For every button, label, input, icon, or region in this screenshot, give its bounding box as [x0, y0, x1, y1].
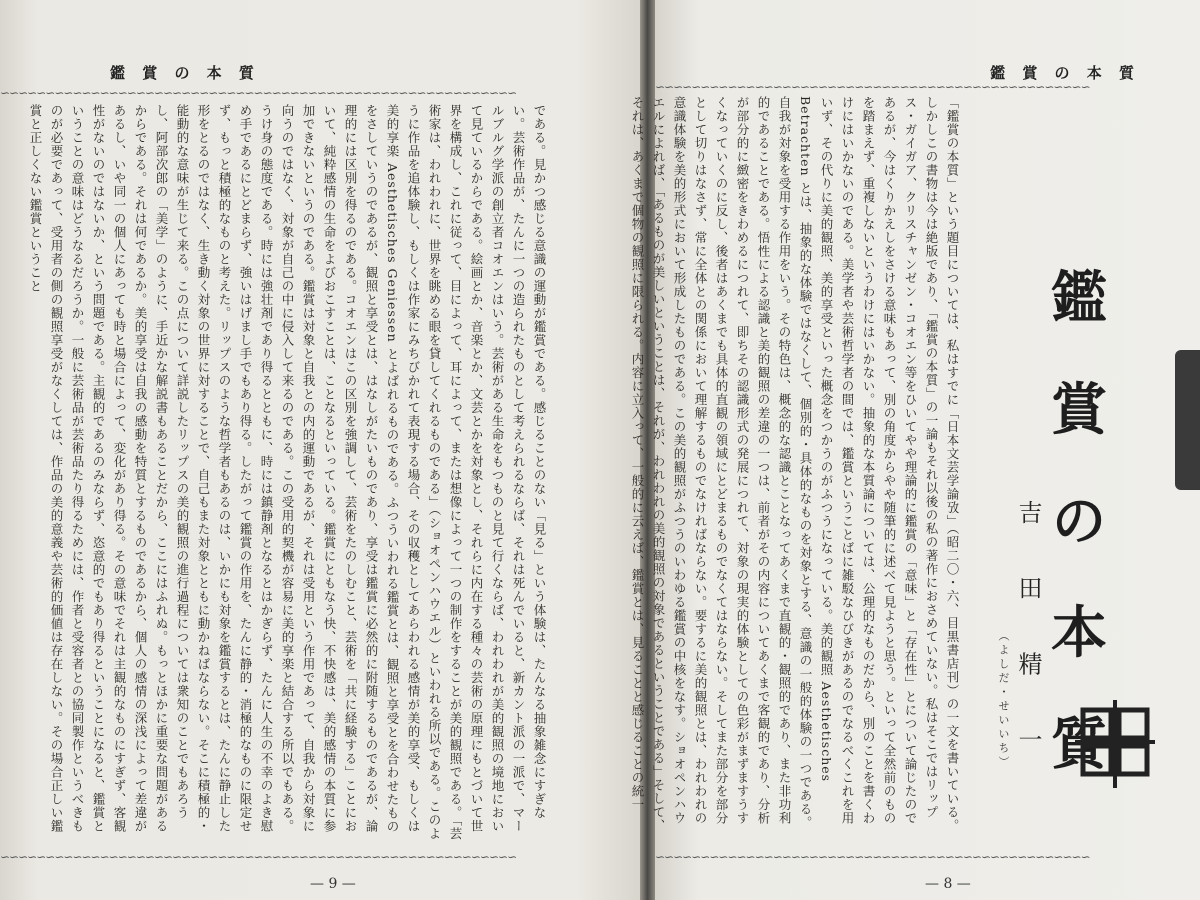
- article-title: 鑑 賞 の 本 質: [1042, 268, 1108, 788]
- decorative-rule-top: ∽∽∽∽∽∽∽∽∽∽∽∽∽∽∽∽∽∽∽∽∽∽∽∽∽∽∽∽∽∽∽∽∽∽∽∽∽∽∽∽∽∽∽∽∽∽∽∽: [655, 80, 1090, 94]
- decorative-rule-bottom: ∽∽∽∽∽∽∽∽∽∽∽∽∽∽∽∽∽∽∽∽∽∽∽∽∽∽∽∽∽∽∽∽∽∽∽∽∽∽∽∽∽∽∽∽∽∽∽∽: [655, 850, 1090, 864]
- page-edge-shadow: [1175, 350, 1200, 490]
- running-header: 鑑 賞 の 本 質: [990, 64, 1140, 82]
- running-header: 鑑 賞 の 本 質: [110, 64, 260, 82]
- page-number: — 8 —: [925, 876, 971, 892]
- ornament-icon: [1075, 700, 1155, 790]
- decorative-rule-bottom: ∽∽∽∽∽∽∽∽∽∽∽∽∽∽∽∽∽∽∽∽∽∽∽∽∽∽∽∽∽∽∽∽∽∽∽∽∽∽∽∽∽∽∽∽∽∽∽∽∽∽∽∽∽∽∽∽∽: [0, 850, 517, 864]
- page-number: — 9 —: [310, 876, 356, 892]
- right-page: [630, 0, 1200, 900]
- body-text: 「鑑賞の本質」という題目については、私はすでに「日本文芸学論攷」（昭二〇・六、目黒書店刊）の一文を書いている。しかしこの書物は今は絶版であり、「鑑賞の本質」の一論もそれ以後の私の著作におさめていない。私はそこではリップス・ガイガア、クリスチャンゼン・コオエン等をひいてやや理論的に鑑賞の「意味」と「存在性」とについて論じたのであるが、今はくりかえしをさける意味もあって、別の角度からやや随筆的に述べて見ようと思う。といって全然前のものを踏まえず、重複しないというわけにはいかない。抽象的な本質論については、公理的なものだから、別のことを書くわけにはいかないのである。美学者や芸術哲学者の間では、鑑賞ということばに雑駁なひびきがあるのでなるべくこれを用いず、その代りに美的観照、美的享受といった概念をつかうのがふつうになっている。美的観照 Aesthetisches Betrachten とは、抽象的な体験ではなくして、個別的・具体的なものを対象とする、意識の一般的体験の一つである。自我が対象を受用する作用をいう。その特色は、概念的な認識とことなってあくまで直観的・観照的であり、また非功利的であることである。悟性による認識と美的観照の差違の一つは、前者がその内容についてあくまで客観的であり、分析が部分的に緻密をきわめるにつれて、即ちその認識形式の発展につれて、対象の現実的体験としての色彩がまずますうすくなっていくのに反し、後者はあくまでも具体的直観の領域にとどまるものでなくてはならない。そしてまた部分を部分として切りはなさず、常に全体との関係において理解するものでなければならない。要するに美的観照とは、われわれの意識体験を美的形式において形成したものである。この美的観照がふつうのいわゆる鑑賞の中核をなす。ショオペンハウエルによれば、「あるものが美しいということは、それが、われわれの美的観照の対象であるということである」そして、それは、あくまで個物の観照に限られる。内容に立入って、一般的に云えば、鑑賞とは、見ることと感じることの統一: [630, 96, 960, 833]
- author-reading: （よしだ・せいいち）: [997, 630, 1010, 770]
- decorative-rule-top: ∽∽∽∽∽∽∽∽∽∽∽∽∽∽∽∽∽∽∽∽∽∽∽∽∽∽∽∽∽∽∽∽∽∽∽∽∽∽∽∽∽∽∽∽∽∽∽∽∽∽∽∽∽∽∽∽∽: [0, 86, 517, 100]
- author-name: 吉 田 精 一: [1014, 500, 1042, 773]
- body-text: である。見かつ感じる意識の運動が鑑賞である。感じることのない「見る」という体験は、たんなる抽象雑念にすぎない。芸術作品が、たんに一つの造られたものとして考えられるならば、それは死んでいると、新カント派の一派で、マールブルグ学派の創立者コオエンはいう。芸術がある生命をもつものと見て行くならば、われわれが美的観照の境地において見ているからである。絵画とか、音楽とか、文芸とかを対象とし、それらに内在する種々の芸術の原理にもとづいて世界を構成し、これに従って、目によって、耳によって、または想像によって一つの制作をすることが美的観照である。「芸術家は、われわれに、世界を眺める眼を貸してくれるものである」（ショオペンハウエル）といわれる所以である。このように作品を追体験し、もしくは作家にみちびかれて表現する場合、その収穫としてあらわれる感情が美的享受、もしくは美的享楽 Aesthetisches Geniessen とよばれるものである。ふつういわれる鑑賞とは、観照と享受とを合わせたものをさしていうのであるが、観照と享受とは、はなしがたいものであり、享受は鑑賞に必然的に附随するものであるが、論理的には区別を得るのである。コオエンはこの区別を強調して、芸術をたのしむこと、芸術を「共に経験する」ことにおいて、純粋感情の生命をよびおこすことは、ことなるといっている。鑑賞にともなう快、不快感は、美的感情の本質に参加できないというのである。鑑賞は対象と自我との内的運動であるが、それは受用という作用であって、自我から対象に向うのではなく、対象が自己の中に侵入して来るのである。この受用的契機が容易に美的享楽と結合する所以でもある。うけ身の態度である。時には強壮剤であり得るとともに、時には鎮静剤となるとはかぎらず、たんに人生の不幸のよき慰め手であるにとどまらず、強いはげまし手でもあり得る。したがって鑑賞の作用を、たんに静的・消極的なものに限定せず、もっと積極的なものと考えた。リップスのような哲学者もあるのは、いかにも対象を鑑賞するとは、たんに静止した形をとるのではなく、生き動く対象の世界に対することで、自己もまた対象とともに動かねばならない。そこに積極的・能動的な意味が生じて来る。この点について詳説したリップスの美的観照の進行過程については衆知のことでもあろうし、阿部次郎の「美学」のように、手近かな解説書もあることだから、ここにはふれぬ。もっとほかに重要な問題があるからである。それは何であるか。美的享受は自我の感動を特質とするものであるから、個人の感情の深浅によって差違があるし、いや同一の個人にあっても時と場合によって、変化があり得る。その意味でそれは主観的なものにすぎず、客観性がないのではないか、という問題である。主観的であるのみならず、恣意的でもあり得るということになると、鑑賞ということの意味はどうなるだろうか。一般に芸術品が芸術品たり得るためには、作者と受容者との協同製作というべきものが必要であって、受用者の側の観照享受がなくしては、作品の美的意義や芸術的価値は存在しない。その場合正しい鑑賞と正しくない鑑賞ということ: [28, 104, 547, 841]
